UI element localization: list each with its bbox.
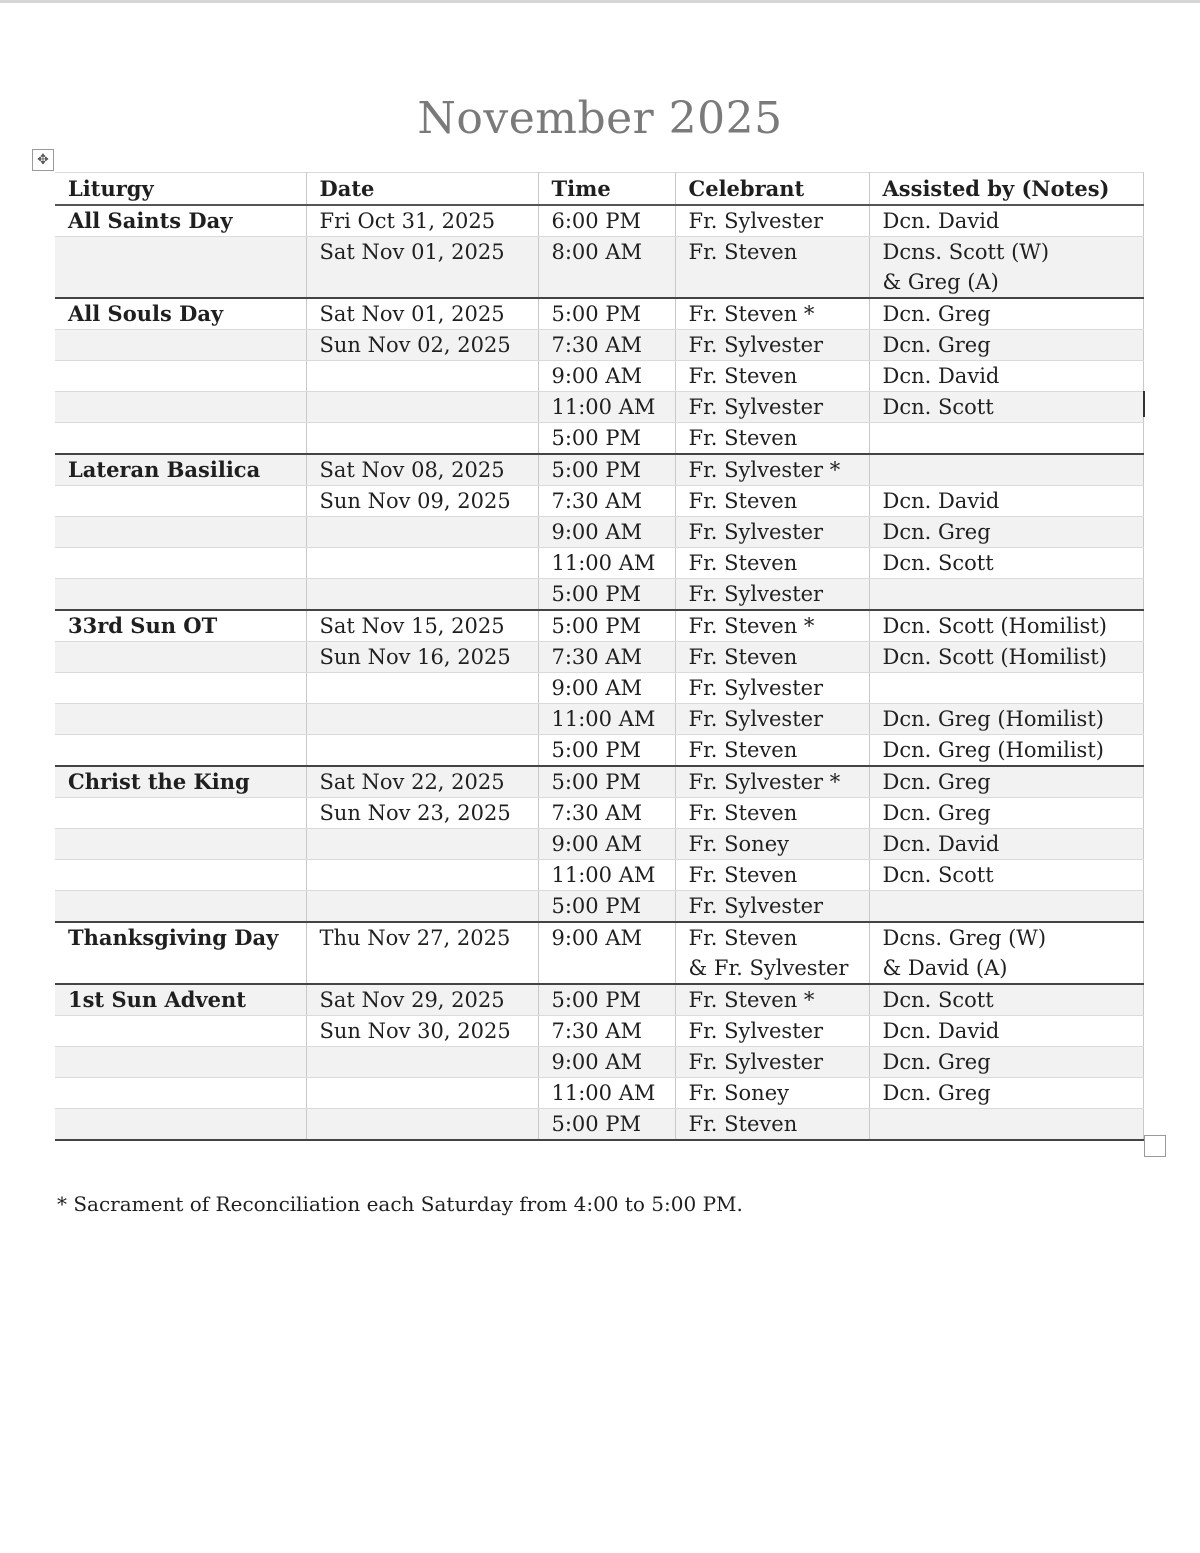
liturgy-cell bbox=[55, 704, 306, 735]
schedule-table bbox=[55, 172, 1144, 1141]
assisted-cell: Dcn. Scott bbox=[869, 984, 1143, 1016]
assisted-cell: Dcn. Scott bbox=[869, 860, 1143, 891]
celebrant-cell: Fr. Steven bbox=[675, 735, 869, 767]
date-cell bbox=[306, 704, 538, 735]
time-cell: 7:30 AM bbox=[538, 330, 675, 361]
liturgy-cell bbox=[55, 860, 306, 891]
time-cell: 9:00 AM bbox=[538, 922, 675, 984]
liturgy-cell bbox=[55, 798, 306, 829]
liturgy-cell bbox=[55, 642, 306, 673]
table-resize-handle-icon[interactable] bbox=[1144, 1135, 1166, 1157]
celebrant-cell: Fr. Sylvester bbox=[675, 704, 869, 735]
celebrant-cell: Fr. Sylvester bbox=[675, 392, 869, 423]
celebrant-cell: Fr. Soney bbox=[675, 1078, 869, 1109]
time-cell: 6:00 PM bbox=[538, 205, 675, 237]
liturgy-cell bbox=[55, 579, 306, 611]
celebrant-cell: Fr. Soney bbox=[675, 829, 869, 860]
table-row bbox=[55, 610, 1143, 642]
date-cell bbox=[306, 392, 538, 423]
table-row bbox=[55, 517, 1143, 548]
date-cell bbox=[306, 1109, 538, 1141]
time-cell: 9:00 AM bbox=[538, 517, 675, 548]
liturgy-cell bbox=[55, 423, 306, 455]
assisted-cell: Dcn. Greg bbox=[869, 1078, 1143, 1109]
celebrant-cell: Fr. Sylvester bbox=[675, 1047, 869, 1078]
liturgy-cell bbox=[55, 735, 306, 767]
table-row bbox=[55, 330, 1143, 361]
table-row bbox=[55, 922, 1143, 984]
assisted-cell bbox=[869, 1109, 1143, 1141]
column-header-assisted-by: Assisted by (Notes) bbox=[869, 173, 1143, 206]
table-row bbox=[55, 984, 1143, 1016]
date-cell bbox=[306, 829, 538, 860]
assisted-cell bbox=[869, 891, 1143, 923]
liturgy-cell bbox=[55, 829, 306, 860]
date-cell bbox=[306, 579, 538, 611]
date-cell: Sat Nov 15, 2025 bbox=[306, 610, 538, 642]
time-cell: 5:00 PM bbox=[538, 735, 675, 767]
celebrant-cell: Fr. Steven bbox=[675, 423, 869, 455]
time-cell: 9:00 AM bbox=[538, 829, 675, 860]
table-row bbox=[55, 1047, 1143, 1078]
time-cell: 5:00 PM bbox=[538, 610, 675, 642]
celebrant-cell: Fr. Sylvester bbox=[675, 517, 869, 548]
page-title: November 2025 bbox=[417, 93, 783, 144]
time-cell: 9:00 AM bbox=[538, 361, 675, 392]
date-cell: Sun Nov 09, 2025 bbox=[306, 486, 538, 517]
assisted-cell bbox=[869, 423, 1143, 455]
celebrant-cell: Fr. Sylvester bbox=[675, 579, 869, 611]
assisted-cell: Dcns. Greg (W) & David (A) bbox=[869, 922, 1143, 984]
column-header-date: Date bbox=[306, 173, 538, 206]
table-row bbox=[55, 548, 1143, 579]
celebrant-cell: Fr. Steven bbox=[675, 642, 869, 673]
liturgy-cell bbox=[55, 1109, 306, 1141]
date-cell bbox=[306, 1078, 538, 1109]
celebrant-cell: Fr. Sylvester * bbox=[675, 766, 869, 798]
date-cell bbox=[306, 735, 538, 767]
celebrant-cell: Fr. Sylvester bbox=[675, 330, 869, 361]
assisted-cell bbox=[869, 454, 1143, 486]
assisted-cell: Dcn. David bbox=[869, 829, 1143, 860]
assisted-cell: Dcn. Greg bbox=[869, 1047, 1143, 1078]
date-cell: Fri Oct 31, 2025 bbox=[306, 205, 538, 237]
date-cell: Thu Nov 27, 2025 bbox=[306, 922, 538, 984]
time-cell: 5:00 PM bbox=[538, 298, 675, 330]
date-cell bbox=[306, 423, 538, 455]
assisted-cell: Dcn. Greg bbox=[869, 766, 1143, 798]
date-cell: Sun Nov 02, 2025 bbox=[306, 330, 538, 361]
date-cell: Sun Nov 16, 2025 bbox=[306, 642, 538, 673]
liturgy-cell bbox=[55, 548, 306, 579]
assisted-cell: Dcn. Scott bbox=[869, 392, 1143, 423]
date-cell bbox=[306, 517, 538, 548]
liturgy-cell: All Saints Day bbox=[55, 205, 306, 237]
date-cell bbox=[306, 548, 538, 579]
assisted-cell: Dcn. Scott bbox=[869, 548, 1143, 579]
celebrant-cell: Fr. Steven * bbox=[675, 984, 869, 1016]
time-cell: 11:00 AM bbox=[538, 1078, 675, 1109]
assisted-cell: Dcn. Greg bbox=[869, 330, 1143, 361]
time-cell: 5:00 PM bbox=[538, 579, 675, 611]
date-cell: Sat Nov 01, 2025 bbox=[306, 237, 538, 299]
assisted-cell: Dcn. David bbox=[869, 361, 1143, 392]
text-cursor bbox=[1143, 391, 1145, 417]
assisted-cell: Dcn. Greg (Homilist) bbox=[869, 704, 1143, 735]
celebrant-cell: Fr. Steven bbox=[675, 361, 869, 392]
date-cell bbox=[306, 1047, 538, 1078]
table-row bbox=[55, 454, 1143, 486]
time-cell: 11:00 AM bbox=[538, 860, 675, 891]
table-row bbox=[55, 798, 1143, 829]
liturgy-cell bbox=[55, 361, 306, 392]
liturgy-cell: Lateran Basilica bbox=[55, 454, 306, 486]
liturgy-cell bbox=[55, 330, 306, 361]
liturgy-cell: 1st Sun Advent bbox=[55, 984, 306, 1016]
date-cell bbox=[306, 673, 538, 704]
table-row bbox=[55, 361, 1143, 392]
celebrant-cell: Fr. Sylvester bbox=[675, 205, 869, 237]
celebrant-cell: Fr. Sylvester bbox=[675, 673, 869, 704]
table-row bbox=[55, 860, 1143, 891]
table-row bbox=[55, 766, 1143, 798]
table-row bbox=[55, 486, 1143, 517]
liturgy-cell: 33rd Sun OT bbox=[55, 610, 306, 642]
date-cell bbox=[306, 891, 538, 923]
liturgy-cell bbox=[55, 1047, 306, 1078]
table-row bbox=[55, 1109, 1143, 1141]
table-row bbox=[55, 673, 1143, 704]
time-cell: 7:30 AM bbox=[538, 1016, 675, 1047]
date-cell: Sun Nov 23, 2025 bbox=[306, 798, 538, 829]
time-cell: 5:00 PM bbox=[538, 891, 675, 923]
celebrant-cell: Fr. Steven bbox=[675, 860, 869, 891]
time-cell: 8:00 AM bbox=[538, 237, 675, 299]
date-cell: Sat Nov 08, 2025 bbox=[306, 454, 538, 486]
table-row bbox=[55, 205, 1143, 237]
table-row bbox=[55, 735, 1143, 767]
liturgy-cell: Christ the King bbox=[55, 766, 306, 798]
date-cell: Sun Nov 30, 2025 bbox=[306, 1016, 538, 1047]
time-cell: 9:00 AM bbox=[538, 673, 675, 704]
celebrant-cell: Fr. Steven bbox=[675, 237, 869, 299]
celebrant-cell: Fr. Sylvester bbox=[675, 891, 869, 923]
liturgy-cell bbox=[55, 486, 306, 517]
footnote: * Sacrament of Reconciliation each Saturday from 4:00 to 5:00 PM. bbox=[57, 1192, 743, 1216]
time-cell: 7:30 AM bbox=[538, 642, 675, 673]
celebrant-cell: Fr. Steven bbox=[675, 1109, 869, 1141]
celebrant-cell: Fr. Steven bbox=[675, 486, 869, 517]
table-header-row bbox=[55, 173, 1143, 206]
liturgy-cell: Thanksgiving Day bbox=[55, 922, 306, 984]
table-row bbox=[55, 579, 1143, 611]
next-page-area bbox=[0, 1308, 1200, 1553]
table-row bbox=[55, 1078, 1143, 1109]
celebrant-cell: Fr. Steven bbox=[675, 798, 869, 829]
time-cell: 7:30 AM bbox=[538, 486, 675, 517]
liturgy-cell: All Souls Day bbox=[55, 298, 306, 330]
table-row bbox=[55, 642, 1143, 673]
table-row bbox=[55, 392, 1143, 423]
column-header-liturgy: Liturgy bbox=[55, 173, 306, 206]
table-row bbox=[55, 237, 1143, 299]
liturgy-cell bbox=[55, 1016, 306, 1047]
liturgy-cell bbox=[55, 237, 306, 299]
table-row bbox=[55, 423, 1143, 455]
assisted-cell: Dcn. Greg bbox=[869, 298, 1143, 330]
liturgy-cell bbox=[55, 1078, 306, 1109]
assisted-cell: Dcn. Scott (Homilist) bbox=[869, 642, 1143, 673]
liturgy-cell bbox=[55, 517, 306, 548]
assisted-cell bbox=[869, 673, 1143, 704]
time-cell: 5:00 PM bbox=[538, 454, 675, 486]
time-cell: 11:00 AM bbox=[538, 392, 675, 423]
celebrant-cell: Fr. Sylvester bbox=[675, 1016, 869, 1047]
liturgy-cell bbox=[55, 891, 306, 923]
time-cell: 5:00 PM bbox=[538, 984, 675, 1016]
time-cell: 9:00 AM bbox=[538, 1047, 675, 1078]
date-cell: Sat Nov 22, 2025 bbox=[306, 766, 538, 798]
celebrant-cell: Fr. Sylvester * bbox=[675, 454, 869, 486]
time-cell: 11:00 AM bbox=[538, 548, 675, 579]
celebrant-cell: Fr. Steven & Fr. Sylvester bbox=[675, 922, 869, 984]
table-row bbox=[55, 704, 1143, 735]
date-cell bbox=[306, 361, 538, 392]
celebrant-cell: Fr. Steven * bbox=[675, 610, 869, 642]
schedule-body bbox=[55, 205, 1143, 1140]
time-cell: 11:00 AM bbox=[538, 704, 675, 735]
liturgy-cell bbox=[55, 392, 306, 423]
assisted-cell: Dcn. David bbox=[869, 486, 1143, 517]
assisted-cell bbox=[869, 579, 1143, 611]
time-cell: 7:30 AM bbox=[538, 798, 675, 829]
table-row bbox=[55, 829, 1143, 860]
time-cell: 5:00 PM bbox=[538, 1109, 675, 1141]
table-row bbox=[55, 298, 1143, 330]
date-cell: Sat Nov 01, 2025 bbox=[306, 298, 538, 330]
date-cell bbox=[306, 860, 538, 891]
table-row bbox=[55, 1016, 1143, 1047]
column-header-time: Time bbox=[538, 173, 675, 206]
date-cell: Sat Nov 29, 2025 bbox=[306, 984, 538, 1016]
assisted-cell: Dcns. Scott (W) & Greg (A) bbox=[869, 237, 1143, 299]
assisted-cell: Dcn. Scott (Homilist) bbox=[869, 610, 1143, 642]
assisted-cell: Dcn. Greg (Homilist) bbox=[869, 735, 1143, 767]
assisted-cell: Dcn. David bbox=[869, 205, 1143, 237]
liturgy-cell bbox=[55, 673, 306, 704]
column-header-celebrant: Celebrant bbox=[675, 173, 869, 206]
assisted-cell: Dcn. Greg bbox=[869, 517, 1143, 548]
time-cell: 5:00 PM bbox=[538, 766, 675, 798]
assisted-cell: Dcn. Greg bbox=[869, 798, 1143, 829]
celebrant-cell: Fr. Steven * bbox=[675, 298, 869, 330]
table-row bbox=[55, 891, 1143, 923]
move-arrows-icon[interactable]: ✥ bbox=[32, 149, 54, 171]
time-cell: 5:00 PM bbox=[538, 423, 675, 455]
celebrant-cell: Fr. Steven bbox=[675, 548, 869, 579]
assisted-cell: Dcn. David bbox=[869, 1016, 1143, 1047]
document-page bbox=[0, 3, 1200, 1308]
